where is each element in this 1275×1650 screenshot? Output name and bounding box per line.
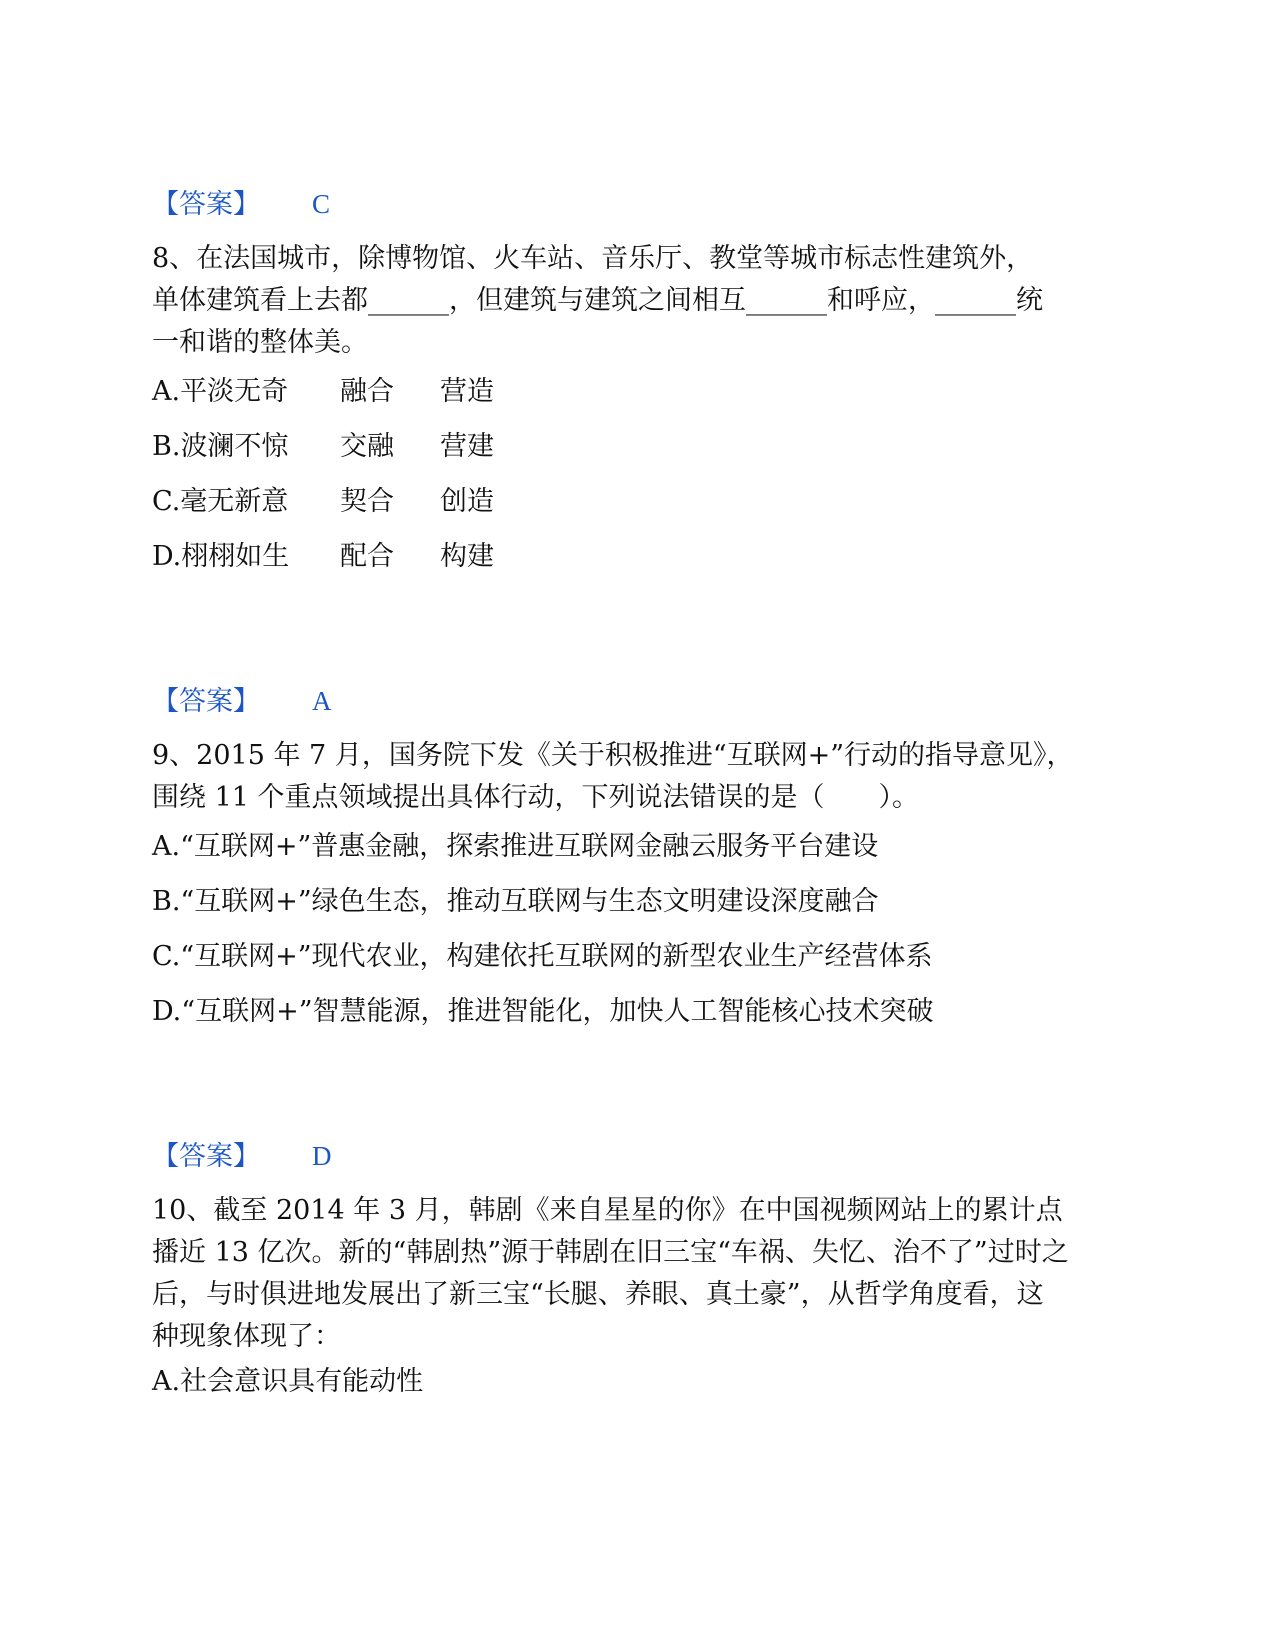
question-line: 后，与时俱进地发展出了新三宝“长腿、养眼、真土豪”，从哲学角度看，这 [152, 1279, 1044, 1310]
answer-line [152, 684, 332, 719]
option-key: A. [152, 376, 181, 407]
answer-line [152, 1139, 332, 1174]
option-d: D.“互联网+”智慧能源，推进智能化，加快人工智能核心技术突破 [152, 996, 934, 1027]
answer-label: 【答案】 [152, 686, 260, 717]
option-word: 契合 [340, 486, 394, 517]
option-c: C.“互联网+”现代农业，构建依托互联网的新型农业生产经营体系 [152, 941, 933, 972]
option-key: C. [152, 486, 181, 517]
option-word: 营建 [440, 431, 494, 462]
option-word: 交融 [340, 431, 394, 462]
question-line: 一和谐的整体美。 [152, 327, 368, 358]
option-word: 营造 [440, 376, 494, 407]
answer-value: C [312, 189, 331, 219]
question-line: 10、截至 2014 年 3 月，韩剧《来自星星的你》在中国视频网站上的累计点 [152, 1195, 1063, 1226]
option-b: B.“互联网+”绿色生态，推动互联网与生态文明建设深度融合 [152, 886, 879, 917]
question-line: 9、2015 年 7 月，国务院下发《关于积极推进“互联网+”行动的指导意见》， [152, 740, 1074, 771]
question-line: 围绕 11 个重点领域提出具体行动，下列说法错误的是（ ）。 [152, 782, 920, 813]
option-word: 构建 [440, 541, 494, 572]
option-d [152, 540, 494, 574]
question-line: 播近 13 亿次。新的“韩剧热”源于韩剧在旧三宝“车祸、失忆、治不了”过时之 [152, 1237, 1069, 1268]
option-a: A.社会意识具有能动性 [152, 1366, 424, 1397]
option-key: D. [152, 541, 182, 572]
answer-value: A [312, 686, 332, 716]
option-b [152, 430, 494, 464]
option-key: B. [152, 431, 181, 462]
option-word: 平淡无奇 [180, 376, 289, 407]
option-word: 创造 [440, 486, 494, 517]
option-word: 配合 [340, 541, 394, 572]
answer-label: 【答案】 [152, 1141, 260, 1172]
option-a [152, 375, 494, 409]
question-10-stem [152, 1190, 1112, 1358]
question-line: 种现象体现了： [152, 1321, 341, 1352]
answer-label: 【答案】 [152, 189, 260, 220]
option-word: 融合 [340, 376, 394, 407]
option-c [152, 485, 494, 519]
option-word: 栩栩如生 [181, 541, 290, 572]
option-word: 毫无新意 [180, 486, 289, 517]
answer-value: D [312, 1141, 332, 1171]
question-8-stem [152, 238, 1112, 364]
question-line: 8、在法国城市，除博物馆、火车站、音乐厅、教堂等城市标志性建筑外， [152, 243, 1034, 274]
question-9-stem [152, 735, 1112, 819]
option-word: 波澜不惊 [180, 431, 289, 462]
question-line: 单体建筑看上去都______，但建筑与建筑之间相互______和呼应，______统 [152, 285, 1043, 316]
answer-line [152, 187, 330, 222]
option-a: A.“互联网+”普惠金融，探索推进互联网金融云服务平台建设 [152, 831, 879, 862]
